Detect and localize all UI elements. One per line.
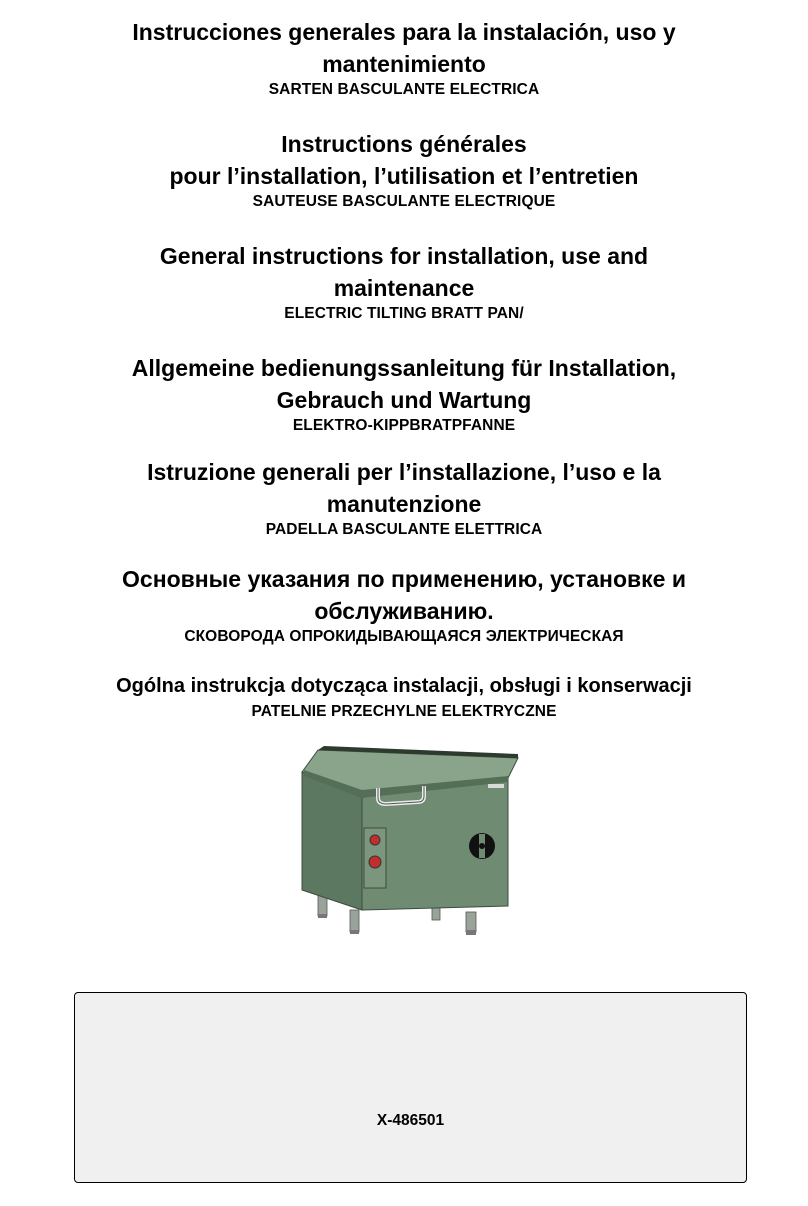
document-code: X-486501 [376, 1112, 445, 1129]
leg-front-right [466, 912, 476, 932]
title-fr-line2: pour l’installation, l’utilisation et l’entretien [169, 163, 639, 189]
brand-label [488, 784, 504, 788]
tilting-pan-illustration [282, 742, 528, 940]
title-es-line1: Instrucciones generales para la instalación, uso y [132, 19, 676, 45]
subtitle-ru: СКОВОРОДА ОПРОКИДЫВАЮЩАЯСЯ ЭЛЕКТРИЧЕСКАЯ [184, 628, 624, 645]
leg-foot-mid-left [350, 930, 359, 934]
title-es-line2: mantenimiento [322, 51, 486, 77]
title-it-line2: manutenzione [326, 491, 482, 517]
title-ru-line2: обслуживанию. [314, 598, 494, 624]
title-en-line1: General instructions for installation, use and [159, 243, 649, 269]
section-es [30, 16, 778, 100]
subtitle-es: SARTEN BASCULANTE ELECTRICA [268, 81, 540, 98]
section-pl [20, 670, 788, 722]
title-de-line2: Gebrauch und Wartung [276, 387, 532, 413]
thermostat-knob-icon [369, 856, 381, 868]
title-pl: Ogólna instrukcja dotycząca instalacji, obsługi i konserwacji [116, 675, 692, 697]
leg-foot-front-right [466, 930, 476, 935]
indicator-light-icon [370, 835, 380, 845]
subtitle-it: PADELLA BASCULANTE ELETTRICA [265, 521, 543, 538]
section-ru [30, 563, 778, 647]
title-de-line1: Allgemeine bedienungssanleitung für Installation, [131, 355, 677, 381]
leg-mid-left [350, 910, 359, 932]
section-en [30, 240, 778, 324]
title-ru-line1: Основные указания по применению, установке и [122, 566, 686, 592]
tilting-pan-drawing [282, 742, 528, 940]
document-code-box [74, 992, 747, 1183]
title-it-line1: Istruzione generali per l’installazione, l’uso e la [147, 459, 661, 485]
tilt-wheel-hub [479, 843, 485, 849]
section-fr [30, 128, 778, 212]
subtitle-de: ELEKTRO-KIPPBRATPFANNE [292, 417, 516, 434]
section-de [30, 352, 778, 436]
title-en-line2: maintenance [333, 275, 475, 301]
subtitle-en: ELECTRIC TILTING BRATT PAN/ [284, 305, 524, 322]
leg-foot-front-left [318, 914, 327, 918]
section-it [30, 456, 778, 540]
title-fr-line1: Instructions générales [281, 131, 527, 157]
subtitle-fr: SAUTEUSE BASCULANTE ELECTRIQUE [252, 193, 556, 210]
subtitle-pl: PATELNIE PRZECHYLNE ELEKTRYCZNE [251, 703, 557, 720]
